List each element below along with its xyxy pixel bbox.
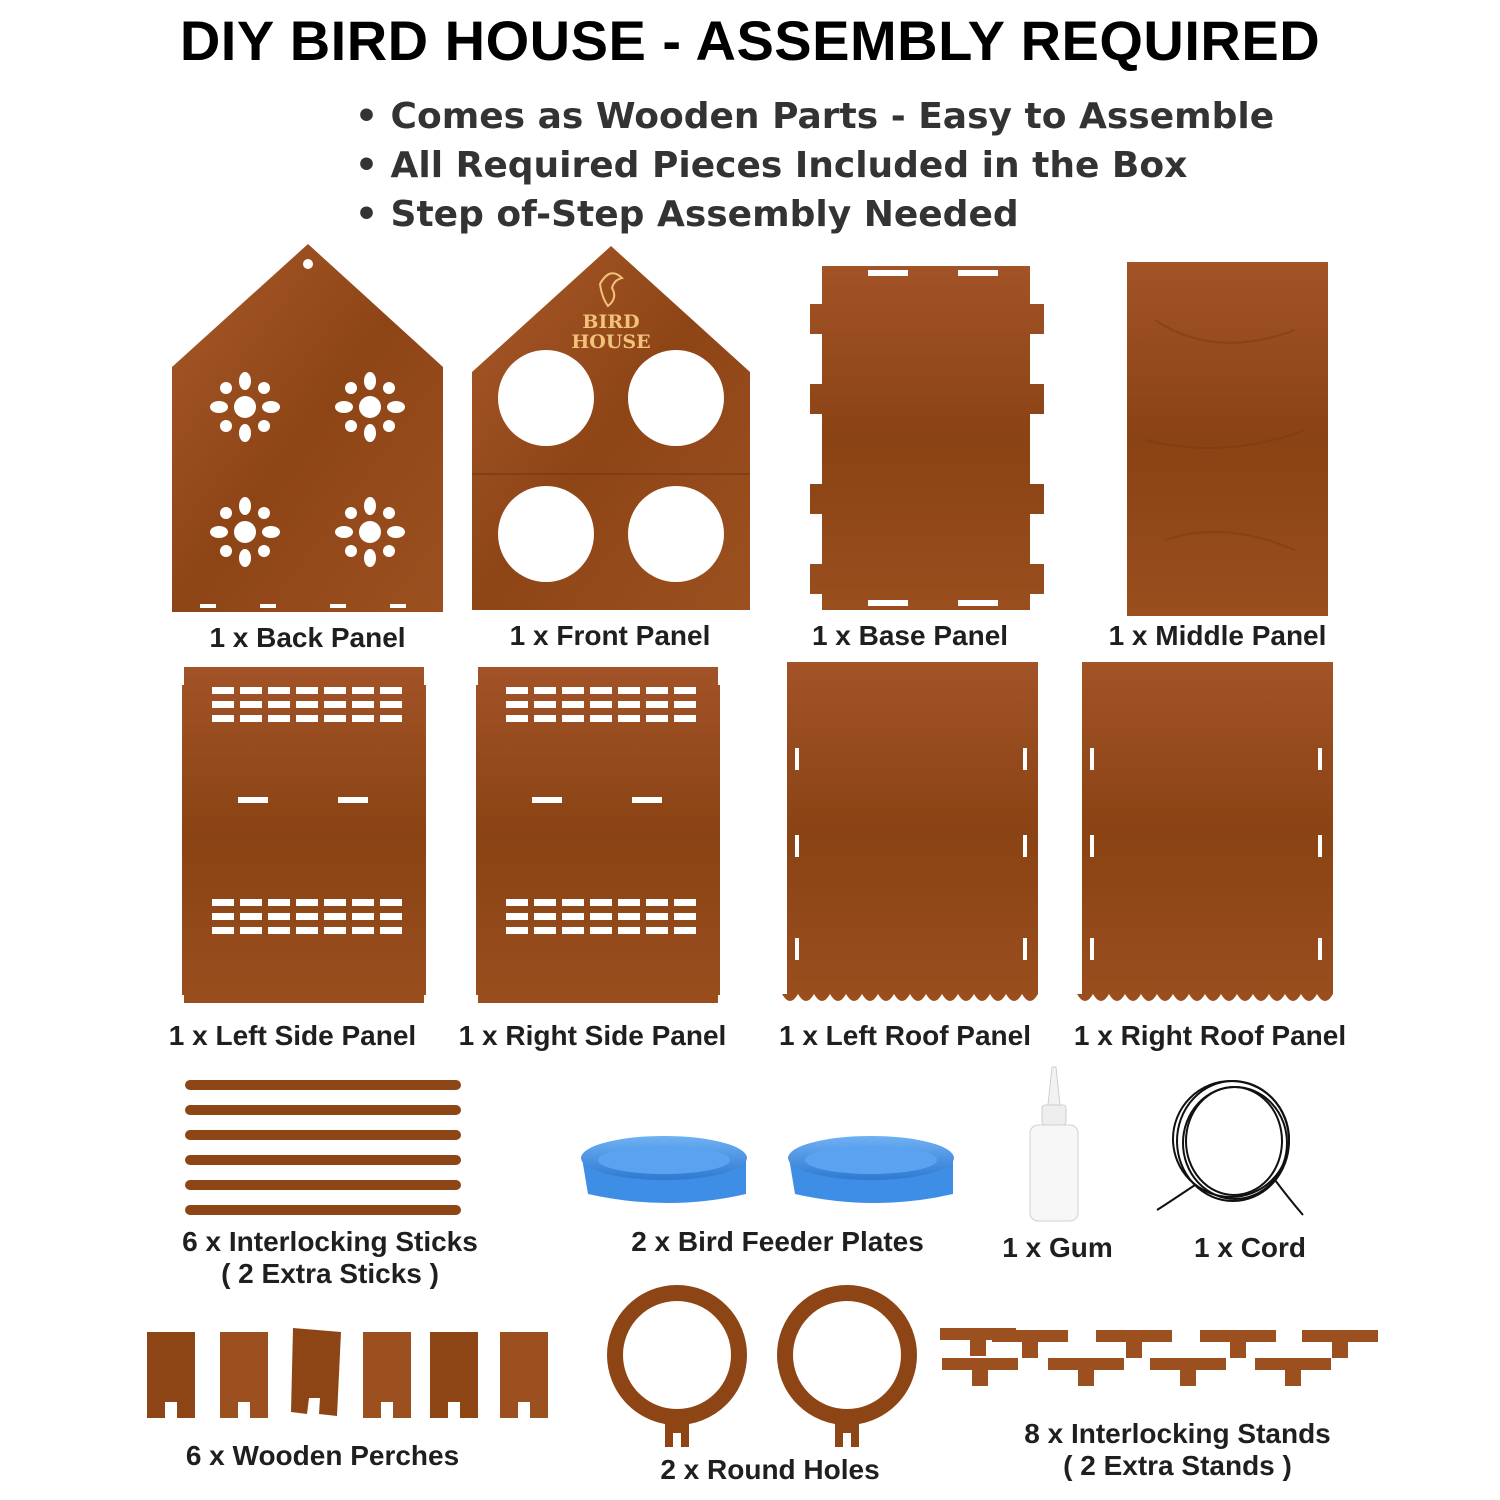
- right-side-panel-label: 1 x Right Side Panel: [458, 1020, 727, 1051]
- sticks-title: 6 x Interlocking Sticks: [182, 1226, 478, 1257]
- interlocking-sticks-image: [185, 1078, 463, 1218]
- gum-bottle-image: [1028, 1065, 1080, 1223]
- middle-panel-label: 1 x Middle Panel: [1108, 620, 1327, 651]
- front-panel-label: 1 x Front Panel: [509, 620, 711, 651]
- stands-note: ( 2 Extra Stands ): [1063, 1450, 1292, 1481]
- right-roof-panel-label: 1 x Right Roof Panel: [1073, 1020, 1347, 1051]
- engraving-text: BIRD: [582, 311, 640, 333]
- bullet-item: • Step of-Step Assembly Needed: [355, 190, 1274, 239]
- front-panel-image: [470, 244, 752, 612]
- back-panel-label: 1 x Back Panel: [209, 622, 406, 653]
- round-holes-label: 2 x Round Holes: [660, 1454, 880, 1485]
- sticks-note: ( 2 Extra Sticks ): [221, 1258, 439, 1289]
- engraving-text: HOUSE: [571, 331, 651, 353]
- perches-label: 6 x Wooden Perches: [185, 1440, 460, 1471]
- sticks-label: [150, 1226, 510, 1290]
- left-roof-panel-label: 1 x Left Roof Panel: [778, 1020, 1032, 1051]
- middle-panel-image: [1125, 260, 1330, 618]
- feeder-plates-label: 2 x Bird Feeder Plates: [631, 1226, 924, 1257]
- round-holes-image: [605, 1275, 920, 1450]
- feature-bullets: [355, 92, 1274, 239]
- right-side-panel-image: [474, 665, 722, 1005]
- gum-label: 1 x Gum: [1002, 1232, 1113, 1263]
- left-side-panel-label: 1 x Left Side Panel: [168, 1020, 417, 1051]
- interlocking-stands-image: [940, 1328, 1385, 1390]
- page-title: DIY BIRD HOUSE - ASSEMBLY REQUIRED: [179, 9, 1321, 72]
- bullet-item: • All Required Pieces Included in the Box: [355, 141, 1274, 190]
- left-roof-panel-image: [785, 660, 1040, 1010]
- wooden-perches-image: [145, 1328, 550, 1423]
- feeder-plates-image: [580, 1130, 960, 1210]
- stands-title: 8 x Interlocking Stands: [1024, 1418, 1331, 1449]
- bullet-item: • Comes as Wooden Parts - Easy to Assemble: [355, 92, 1274, 141]
- back-panel-image: [170, 242, 445, 614]
- base-panel-image: [808, 264, 1046, 612]
- cord-label: 1 x Cord: [1193, 1232, 1307, 1263]
- stands-label: [1000, 1418, 1355, 1482]
- right-roof-panel-image: [1080, 660, 1335, 1010]
- cord-coil-image: [1155, 1075, 1305, 1220]
- base-panel-label: 1 x Base Panel: [811, 620, 1009, 651]
- left-side-panel-image: [180, 665, 428, 1005]
